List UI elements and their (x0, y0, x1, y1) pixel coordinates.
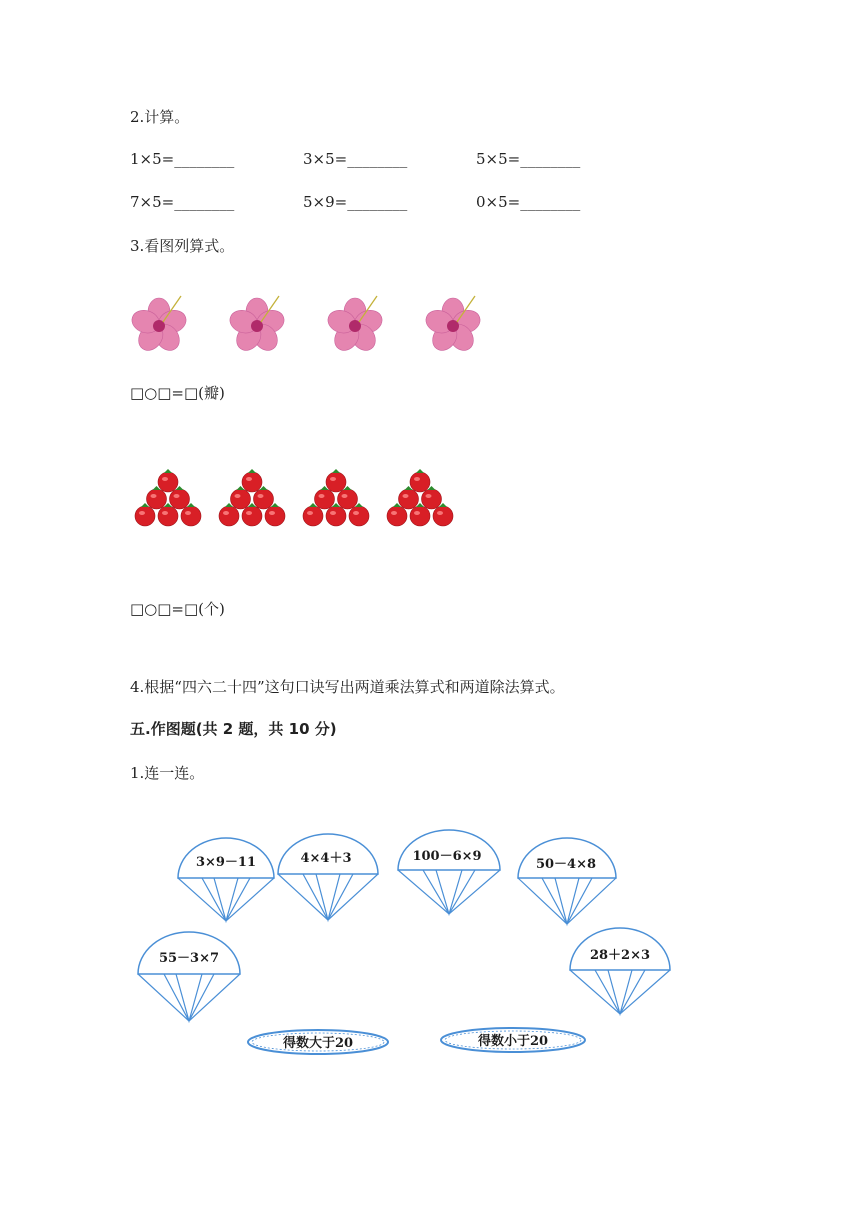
target-label-lt: 得数小于20 (477, 1034, 549, 1049)
tomato (422, 489, 442, 509)
parachute-label-3: 100－6×9 (412, 849, 482, 864)
tomato-group-1 (135, 469, 201, 526)
tomato-group-3 (303, 469, 369, 526)
tomato (303, 506, 323, 526)
section4-title: 4.根据“四六二十四”这句口诀写出两道乘法算式和两道除法算式。 (130, 678, 565, 696)
parachute-label-2: 4×4＋3 (300, 851, 352, 866)
problem-1: 1×5=________ (130, 150, 235, 168)
problem-3: 5×5=________ (476, 150, 581, 168)
tomato-group-2 (219, 469, 285, 526)
tomato (399, 489, 419, 509)
parachute-4 (518, 838, 616, 924)
tomato (315, 489, 335, 509)
tomato (242, 472, 262, 492)
parachute-3 (398, 830, 500, 914)
tomato-answer: □○□=□(个) (130, 600, 225, 618)
tomato (410, 506, 430, 526)
section5-q1-title: 1.连一连。 (130, 764, 205, 782)
section5-header: 五.作图题(共 2 题，共 10 分) (130, 720, 337, 738)
problem-6: 0×5=________ (476, 193, 581, 211)
tomato (433, 506, 453, 526)
flower-4 (423, 296, 483, 355)
tomato (265, 506, 285, 526)
parachute-5 (138, 932, 240, 1021)
problem-5: 5×9=________ (303, 193, 408, 211)
tomato (326, 506, 346, 526)
section2-title: 2.计算。 (130, 108, 190, 126)
problem-4: 7×5=________ (130, 193, 235, 211)
flower-2 (227, 296, 287, 355)
parachute-2 (278, 834, 378, 920)
problem-2: 3×5=________ (303, 150, 408, 168)
tomato (231, 489, 251, 509)
flower-3 (325, 296, 385, 355)
section3-title: 3.看图列算式。 (130, 237, 235, 255)
tomato (410, 472, 430, 492)
parachute-label-5: 55－3×7 (158, 951, 220, 966)
tomato (387, 506, 407, 526)
parachute-label-6: 28＋2×3 (589, 948, 651, 963)
tomato (349, 506, 369, 526)
tomato (158, 506, 178, 526)
flower-1 (129, 296, 189, 355)
tomato (135, 506, 155, 526)
tomato (242, 506, 262, 526)
tomato (158, 472, 178, 492)
tomato (254, 489, 274, 509)
target-less-than-20 (441, 1028, 585, 1052)
tomato (326, 472, 346, 492)
target-label-gt: 得数大于20 (282, 1036, 354, 1051)
target-greater-than-20 (248, 1030, 388, 1054)
parachute-1 (178, 838, 274, 921)
tomato (181, 506, 201, 526)
flower-answer: □○□=□(瓣) (130, 384, 225, 402)
tomatoes-image (130, 462, 470, 532)
parachute-label-1: 3×9－11 (195, 855, 257, 870)
tomato (219, 506, 239, 526)
tomato (338, 489, 358, 509)
parachute-6 (570, 928, 670, 1014)
parachute-label-4: 50－4×8 (535, 857, 597, 872)
tomato (170, 489, 190, 509)
tomato-group-4 (387, 469, 453, 526)
parachute-diagram (130, 818, 690, 1068)
flowers-image (128, 290, 508, 360)
tomato (147, 489, 167, 509)
